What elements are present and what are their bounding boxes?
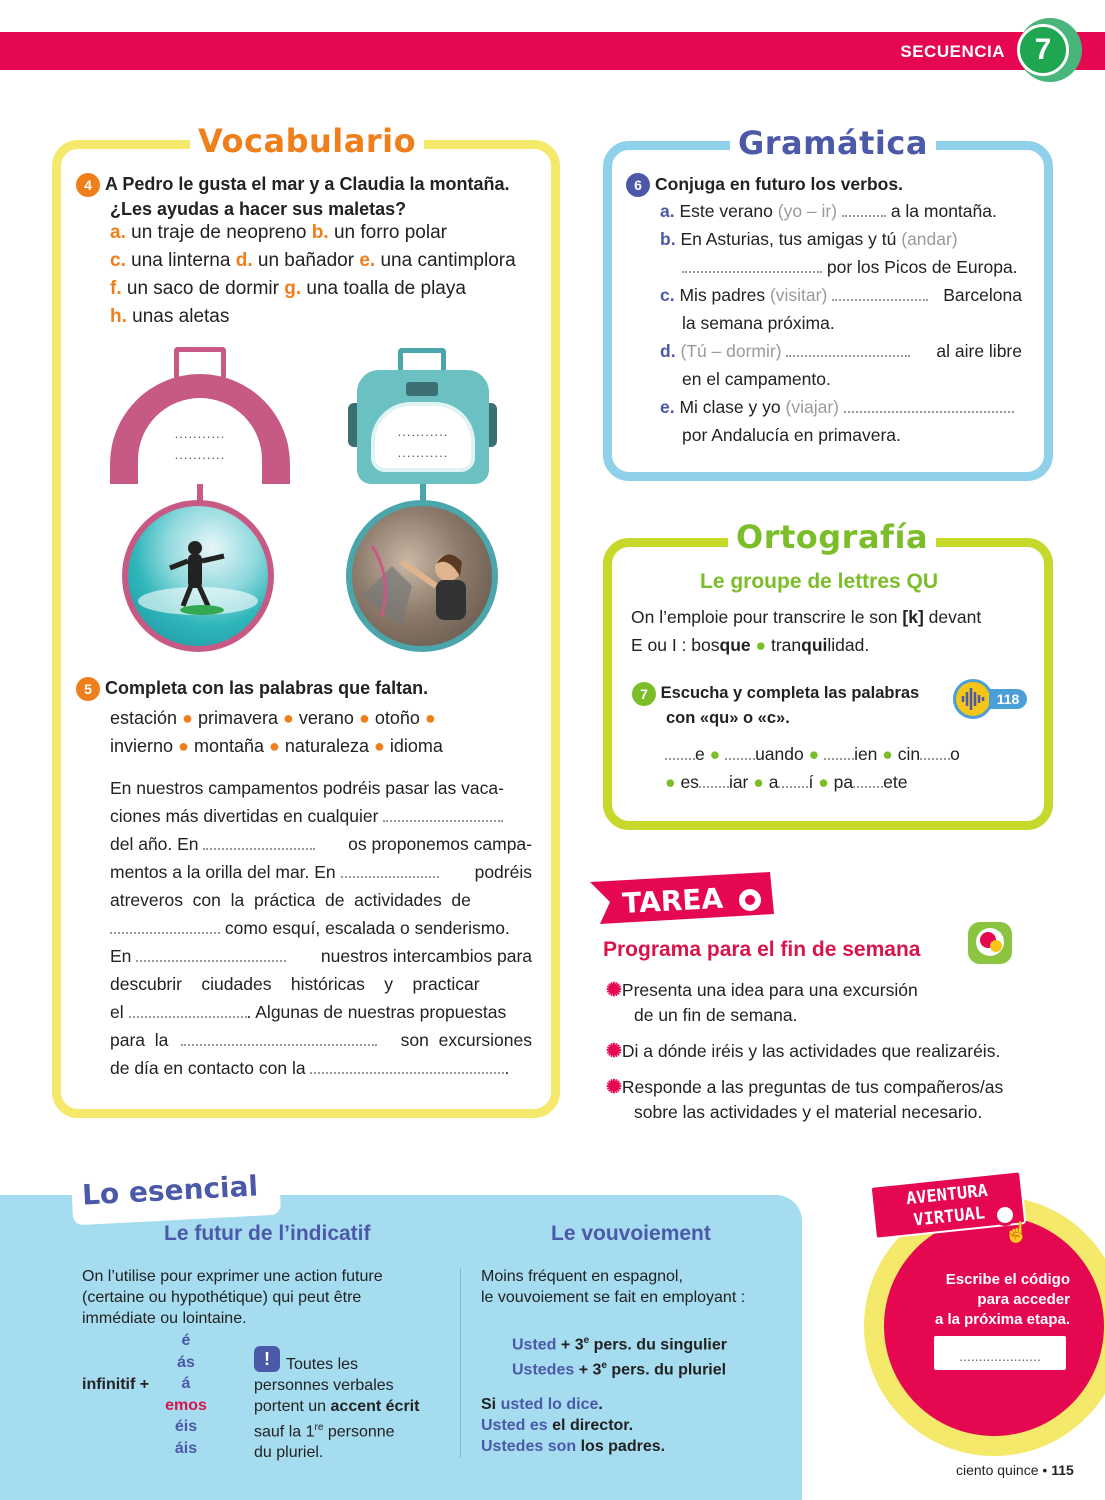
sequence-number: 7 (1017, 24, 1069, 76)
ortografia-subtitle: Le groupe de lettres QU (700, 570, 939, 593)
exclamation-icon: ! (254, 1346, 280, 1372)
blank-field[interactable] (832, 285, 928, 301)
blank-field[interactable] (383, 806, 503, 822)
blank-field[interactable] (824, 744, 854, 760)
blank-field[interactable] (129, 1002, 247, 1018)
blank-field[interactable] (310, 1058, 504, 1074)
blank-field[interactable] (203, 834, 315, 850)
exercise-number: 4 (76, 173, 100, 197)
page-footer: ciento quince • 115 (956, 1462, 1074, 1478)
aventura-line1: AVENTURA (905, 1180, 989, 1210)
exercise-5-word-bank: estación ● primavera ● verano ● otoño ● invierno ● montaña ● naturaleza ● idioma (110, 708, 443, 756)
vouvoiement-description: Moins fréquent en espagnol, le vouvoiement se fait en employant : (481, 1268, 746, 1306)
ortografia-rule: On l’emploie pour transcrire le son [k] devant E ou I : bosque ● tranquilidad. (631, 607, 982, 655)
tarea-banner (590, 872, 780, 924)
exercise-6-instructions: 6 Conjuga en futuro los verbos. (626, 170, 1036, 198)
vocabulario-title: Vocabulario (190, 122, 424, 160)
vouvoiement-examples: Si usted lo dice. Usted es el director. Ustedes son los padres. (481, 1396, 666, 1455)
audio-track-button[interactable] (953, 679, 1027, 719)
blank-field[interactable] (699, 772, 729, 788)
gear-icon: ✺ (606, 1077, 622, 1098)
gramatica-title: Gramática (730, 124, 936, 162)
blank-field[interactable] (778, 772, 808, 788)
audio-track-number: 118 (989, 689, 1027, 709)
aventura-line2: VIRTUAL (912, 1203, 986, 1231)
exercise-6-items: a. Este verano (yo – ir) a la montaña. b. En Asturias, tus amigas y tú (andar) por los Picos de Europa. c. Mis padres (visitar) Barcelona la semana próxima. d. (Tú – dormir) al aire libre en el campamento. e. Mi clase y yo (viajar) por Andalucía en primavera. (660, 201, 1022, 445)
exercise-4-instructions: 4 A Pedro le gusta el mar y a Claudia la montaña. ¿Les ayudas a hacer sus maletas? (76, 170, 546, 220)
blank-field[interactable] (920, 744, 950, 760)
surfer-photo (122, 500, 274, 652)
blank-field[interactable] (786, 341, 910, 357)
tarea-label: TAREA (621, 881, 724, 921)
exercise-number: 6 (626, 173, 650, 197)
blank-field[interactable] (844, 397, 1014, 413)
blank-field[interactable] (665, 744, 695, 760)
exercise-5-text: En nuestros campamentos podréis pasar las vaca- ciones más divertidas en cualquier del año. En os proponemos campa- mentos a la orilla del mar. En podréis atreveros con la práctica de actividades de como esquí, escalada o senderismo. En nuestros intercambios para descubrir ciudades históricas y practicar el . Algunas de nuestras propuestas para la son excursiones de día en contacto con la . (110, 778, 532, 1078)
blank-field[interactable] (136, 946, 286, 962)
exercise-4-items: a. un traje de neopreno b. un forro polar c. una linterna d. un bañador e. una cantimplora f. un saco de dormir g. una toalla de playa h. unas aletas (110, 222, 516, 327)
lo-esencial-title: Lo esencial (81, 1169, 259, 1212)
exercise-7-instructions: 7 Escucha y completa las palabras con «qu» o «c». (632, 681, 952, 730)
climber-icon (352, 506, 492, 646)
exercise-7-words: e ● uando ● ien ● cin o ● es iar ● a í ● pa ete (665, 744, 960, 792)
suitcase-2-label[interactable]: ........... ........... (371, 402, 475, 472)
ortografia-title: Ortografía (728, 518, 936, 556)
gear-icon: ✺ (606, 1041, 622, 1062)
audio-icon (953, 679, 993, 719)
code-input[interactable]: ..................... (934, 1336, 1066, 1370)
column-divider (460, 1268, 461, 1458)
infinitif-label: infinitif + (82, 1376, 150, 1393)
surfer-icon (128, 506, 268, 646)
blank-field[interactable] (110, 918, 220, 934)
exercise-5-instructions: 5 Completa con las palabras que faltan. (76, 674, 546, 702)
blank-field[interactable] (853, 772, 883, 788)
speech-bubble-icon (968, 922, 1012, 964)
climber-photo (346, 500, 498, 652)
hand-pointer-icon: ☝ (1004, 1222, 1029, 1244)
suitcase-2-pocket (406, 382, 438, 396)
vouvoiement-heading: Le vouvoiement (551, 1222, 711, 1245)
exercise-number: 7 (632, 682, 656, 706)
exercise-number: 5 (76, 677, 100, 701)
sequence-label: SECUENCIA (900, 42, 1005, 61)
tarea-list (606, 978, 1086, 1125)
blank-field[interactable] (682, 257, 822, 273)
tarea-title: Programa para el fin de semana (603, 938, 921, 961)
blank-field[interactable] (725, 744, 755, 760)
blank-field[interactable] (842, 201, 886, 217)
gear-icon: ✺ (606, 980, 622, 1001)
futur-heading: Le futur de l’indicatif (164, 1222, 371, 1245)
tarea-item: ✺Di a dónde iréis y las actividades que realizaréis. (606, 1041, 1001, 1062)
tarea-item: ✺Presenta una idea para una excursión de un fin de semana. (606, 980, 918, 1025)
blank-field[interactable] (181, 1030, 377, 1046)
futur-endings: é ás á emos éis áis (165, 1332, 207, 1457)
vouvoiement-rules: Usted + $3^e$ pers. du singulier Ustedes + $3^e$ pers. du pluriel (512, 1335, 727, 1379)
accent-note: Toutes les personnes verbales portent un accent écrit sauf la 1re personne du pluriel. (254, 1356, 420, 1462)
suitcase-1-label[interactable]: ........... ........... (138, 398, 262, 484)
aventura-instructions: Escribe el código para acceder a la próxima etapa. (934, 1271, 1070, 1328)
futur-description: On l’utilise pour exprimer une action future (certaine ou hypothétique) qui peut être immédiate ou lointaine. (82, 1268, 383, 1327)
page-number: 115 (1051, 1462, 1074, 1478)
tarea-item: ✺Responde a las preguntas de tus compañeros/as sobre las actividades y el material necesario. (606, 1077, 1004, 1122)
blank-field[interactable] (341, 862, 439, 878)
